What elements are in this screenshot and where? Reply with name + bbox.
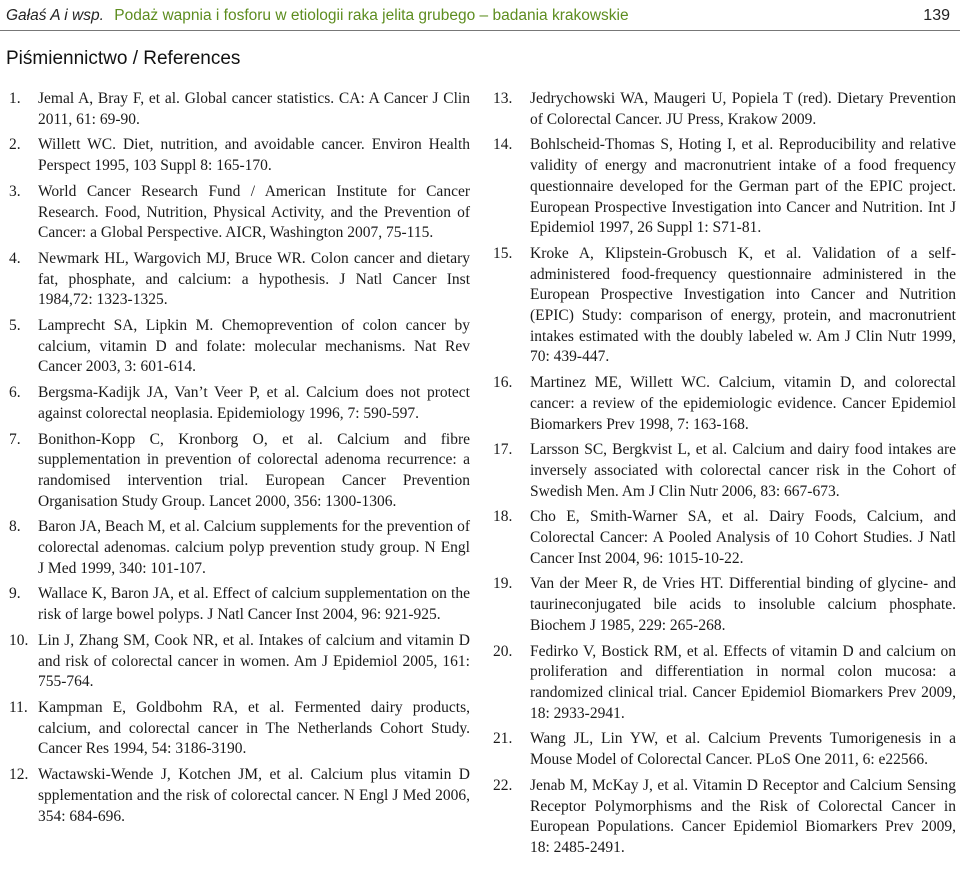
reference-text: Wactawski-Wende J, Kotchen JM, et al. Calcium plus vitamin D spplementation and the risk of colorectal cancer. N Engl J Med 2006, 354: 684-696. xyxy=(38,766,470,825)
reference-item xyxy=(6,89,470,130)
reference-number: 7. xyxy=(9,430,21,448)
reference-number: 10. xyxy=(9,631,29,649)
header-authors: Gałaś A i wsp. xyxy=(6,7,104,24)
reference-item xyxy=(493,135,956,239)
running-header xyxy=(6,4,954,28)
reference-number: 18. xyxy=(493,508,513,526)
header-article-title: Podaż wapnia i fosforu w etiologii raka jelita grubego – badania krakowskie xyxy=(114,7,629,24)
reference-number: 6. xyxy=(9,384,21,402)
reference-item xyxy=(493,373,956,435)
reference-item xyxy=(6,517,470,579)
reference-item xyxy=(493,89,956,130)
reference-number: 21. xyxy=(493,730,513,748)
reference-text: Kroke A, Klipstein-Grobusch K, et al. Validation of a self-administered food-frequency questionnaire administered in the European Prospective Investigation into Cancer and Nutrition (EPIC) Study: comparison of energy, protein, and macronutrient intakes estimated with the doubly labeled w. Am J Clin Nutr 1999, 70: 439-447. xyxy=(530,244,956,366)
reference-item xyxy=(6,182,470,244)
reference-number: 8. xyxy=(9,518,21,536)
reference-text: Martinez ME, Willett WC. Calcium, vitamin D, and colorectal cancer: a review of the epidemiologic evidence. Cancer Epidemiol Biomarkers Prev 1998, 7: 163-168. xyxy=(530,374,956,433)
reference-item xyxy=(6,316,470,378)
reference-number: 5. xyxy=(9,317,21,335)
reference-item xyxy=(6,135,470,176)
reference-number: 1. xyxy=(9,90,21,107)
reference-item xyxy=(6,584,470,625)
reference-number: 4. xyxy=(9,249,21,267)
reference-number: 15. xyxy=(493,244,513,262)
reference-item xyxy=(493,507,956,569)
reference-text: Jenab M, McKay J, et al. Vitamin D Receptor and Calcium Sensing Receptor Polymorphisms and the Risk of Colorectal Cancer in European Populations. Cancer Epidemiol Biomarkers Prev 2009, 18: 2485-2491. xyxy=(530,776,956,856)
reference-text: Cho E, Smith-Warner SA, et al. Dairy Foods, Calcium, and Colorectal Cancer: A Pooled Analysis of 10 Cohort Studies. J Natl Cancer Inst 2004, 96: 1015-10-22. xyxy=(530,508,956,567)
reference-number: 13. xyxy=(493,90,513,107)
reference-text: Larsson SC, Bergkvist L, et al. Calcium and dairy food intakes are inversely associated with colorectal cancer risk in the Cohort of Swedish Men. Am J Clin Nutr 2006, 83: 667-673. xyxy=(530,441,956,500)
reference-text: Jemal A, Bray F, et al. Global cancer statistics. CA: A Cancer J Clin 2011, 61: 69-90. xyxy=(38,90,470,128)
reference-number: 20. xyxy=(493,642,513,660)
reference-text: Wallace K, Baron JA, et al. Effect of calcium supplementation on the risk of large bowel polyps. J Natl Cancer Inst 2004, 96: 921-925. xyxy=(38,585,470,624)
reference-item xyxy=(493,244,956,368)
reference-text: Lin J, Zhang SM, Cook NR, et al. Intakes of calcium and vitamin D and risk of colorectal cancer in women. Am J Epidemiol 2005, 161: 755-764. xyxy=(38,631,470,691)
reference-number: 11. xyxy=(9,698,28,716)
reference-text: Baron JA, Beach M, et al. Calcium supplements for the prevention of colorectal adenomas. calcium polyp prevention study group. N Engl J Med 1999, 340: 101-107. xyxy=(38,518,470,577)
reference-text: Bohlscheid-Thomas S, Hoting I, et al. Reproducibility and relative validity of energy and macronutrient intake of a food frequency questionnaire developed for the German part of the EPIC project. European Prospective Investigation into Cancer and Nutrition. Int J Epidemiol 1997, 26 Suppl 1: S71-81. xyxy=(530,136,956,237)
reference-item xyxy=(6,430,470,513)
reference-number: 16. xyxy=(493,374,513,392)
page-number: 139 xyxy=(923,7,950,24)
reference-item xyxy=(6,765,470,827)
reference-number: 3. xyxy=(9,182,21,200)
references-column-left xyxy=(6,89,470,832)
reference-text: World Cancer Research Fund / American Institute for Cancer Research. Food, Nutrition, Physical Activity, and the Prevention of Cancer: a Global Perspective. AICR, Washington 2007, 75-115. xyxy=(38,182,470,242)
reference-text: Bonithon-Kopp C, Kronborg O, et al. Calcium and fibre supplementation in prevention of colorectal adenoma recurrence: a randomised intervention trial. European Cancer Prevention Organisation Study Group. Lancet 2000, 356: 1300-1306. xyxy=(38,430,470,510)
references-heading: Piśmiennictwo / References xyxy=(6,48,241,69)
reference-number: 17. xyxy=(493,441,513,459)
reference-item xyxy=(6,383,470,424)
reference-item xyxy=(493,642,956,725)
reference-item xyxy=(6,249,470,311)
reference-item xyxy=(493,440,956,502)
reference-text: Lamprecht SA, Lipkin M. Chemoprevention of colon cancer by calcium, vitamin D and folate: molecular mechanisms. Nat Rev Cancer 2003, 3: 601-614. xyxy=(38,317,470,376)
references-column-right xyxy=(493,89,956,864)
reference-number: 14. xyxy=(493,136,513,154)
reference-item xyxy=(6,631,470,693)
reference-item xyxy=(493,574,956,636)
header-divider xyxy=(0,30,960,31)
reference-text: Fedirko V, Bostick RM, et al. Effects of vitamin D and calcium on proliferation and differentiation in normal colon mucosa: a randomized clinical trial. Cancer Epidemiol Biomarkers Prev 2009, 18: 2933-2941. xyxy=(530,642,956,722)
reference-number: 22. xyxy=(493,776,513,794)
reference-text: Bergsma-Kadijk JA, Van’t Veer P, et al. Calcium does not protect against colorectal neoplasia. Epidemiology 1996, 7: 590-597. xyxy=(38,384,470,422)
reference-number: 9. xyxy=(9,585,21,603)
reference-text: Van der Meer R, de Vries HT. Differential binding of glycine- and taurineconjugated bile acids to insoluble calcium phosphate. Biochem J 1985, 229: 265-268. xyxy=(530,575,956,634)
reference-text: Willett WC. Diet, nutrition, and avoidable cancer. Environ Health Perspect 1995, 103 Suppl 8: 165-170. xyxy=(38,136,470,175)
reference-text: Kampman E, Goldbohm RA, et al. Fermented dairy products, calcium, and colorectal cancer in The Netherlands Cohort Study. Cancer Res 1994, 54: 3186-3190. xyxy=(38,698,470,758)
reference-text: Jedrychowski WA, Maugeri U, Popiela T (red). Dietary Prevention of Colorectal Cancer. JU Press, Krakow 2009. xyxy=(530,90,956,128)
reference-item xyxy=(6,698,470,760)
reference-item xyxy=(493,729,956,770)
reference-text: Newmark HL, Wargovich MJ, Bruce WR. Colon cancer and dietary fat, phosphate, and calcium: a hypothesis. J Natl Cancer Inst 1984,72: 1323-1325. xyxy=(38,249,470,309)
reference-item xyxy=(493,776,956,859)
reference-text: Wang JL, Lin YW, et al. Calcium Prevents Tumorigenesis in a Mouse Model of Colorectal Cancer. PLoS One 2011, 6: e22566. xyxy=(530,730,956,769)
reference-number: 12. xyxy=(9,766,29,784)
reference-number: 19. xyxy=(493,575,513,593)
reference-number: 2. xyxy=(9,136,21,154)
